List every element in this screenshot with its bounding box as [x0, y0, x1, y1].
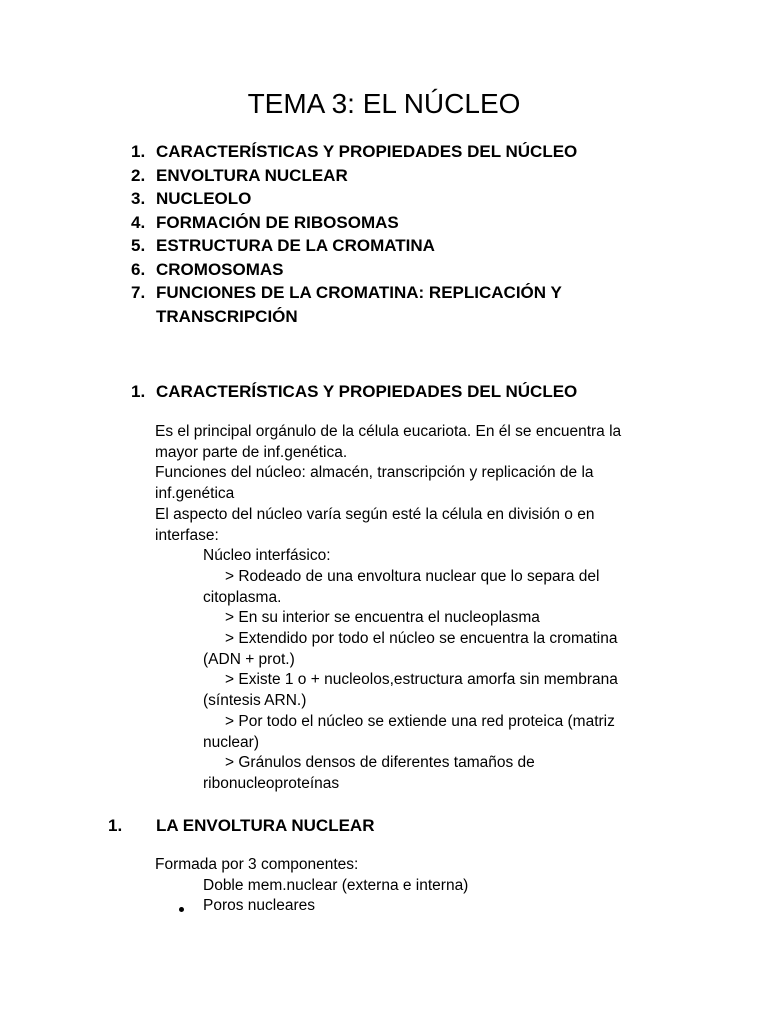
- toc-item-number: 2.: [131, 165, 146, 185]
- toc-item-text: ESTRUCTURA DE LA CROMATINA: [156, 236, 435, 255]
- paragraph-line: Formada por 3 componentes:: [155, 856, 359, 873]
- paragraph-line: El aspecto del núcleo varía según esté la célula en división o en: [155, 505, 595, 523]
- list-item-continuation: (síntesis ARN.): [203, 692, 307, 710]
- list-item-continuation: citoplasma.: [203, 588, 282, 606]
- toc-item-text: TRANSCRIPCIÓN: [156, 306, 298, 326]
- toc-item: [131, 281, 577, 305]
- paragraph-line: Funciones del núcleo: almacén, transcripción y replicación de la: [155, 464, 594, 482]
- toc-item-number: 3.: [131, 189, 146, 208]
- toc-item-text: ENVOLTURA NUCLEAR: [156, 165, 348, 185]
- toc-item-number: 4.: [131, 212, 146, 232]
- section-body: [155, 422, 621, 795]
- list-item: > Gránulos densos de diferentes tamaños de: [225, 754, 535, 772]
- list-item-continuation: (ADN + prot.): [203, 650, 295, 668]
- page-title: TEMA 3: EL NÚCLEO: [247, 88, 521, 119]
- section-number: 1.: [108, 816, 123, 835]
- list-item-continuation: nuclear): [203, 733, 259, 751]
- toc-item: [131, 211, 577, 235]
- section-heading-text: CARACTERÍSTICAS Y PROPIEDADES DEL NÚCLEO: [156, 382, 578, 401]
- toc-item: [131, 234, 577, 258]
- section-number: 1.: [131, 382, 146, 401]
- toc-item-number: 5.: [131, 236, 146, 255]
- toc-item-text: NUCLEOLO: [156, 189, 252, 208]
- section-heading: [108, 814, 374, 838]
- paragraph-line: inf.genética: [155, 485, 235, 503]
- toc-item-continuation: [131, 305, 577, 329]
- list-item: > Rodeado de una envoltura nuclear que lo separa del: [225, 567, 600, 585]
- paragraph-line: mayor parte de inf.genética.: [155, 443, 348, 461]
- toc-item-text: FORMACIÓN DE RIBOSOMAS: [156, 212, 399, 232]
- list-item: > En su interior se encuentra el nucleoplasma: [225, 609, 540, 627]
- toc-item-text: FUNCIONES DE LA CROMATINA: REPLICACIÓN Y: [156, 283, 562, 302]
- paragraph-line: interfase:: [155, 526, 219, 544]
- toc-item: [131, 187, 577, 211]
- section-heading: [131, 380, 577, 404]
- toc-item-text: CARACTERÍSTICAS Y PROPIEDADES DEL NÚCLEO: [156, 142, 578, 161]
- section-heading-text: LA ENVOLTURA NUCLEAR: [156, 816, 375, 835]
- toc-item: [131, 164, 577, 188]
- section-body: [155, 855, 468, 917]
- bullet-item-text: Poros nucleares: [203, 897, 316, 915]
- toc-item-number: 6.: [131, 259, 146, 279]
- toc-item-number: 7.: [131, 283, 146, 302]
- toc-item: [131, 140, 577, 164]
- list-item: > Extendido por todo el núcleo se encuentra la cromatina: [225, 630, 618, 648]
- list-item: > Existe 1 o + nucleolos,estructura amorfa sin membrana: [225, 671, 618, 689]
- toc-item-number: 1.: [131, 142, 146, 161]
- toc-item: [131, 258, 577, 282]
- bullet-icon: [179, 907, 184, 912]
- list-item: Doble mem.nuclear (externa e interna): [203, 876, 469, 894]
- subheading: Núcleo interfásico:: [203, 547, 331, 565]
- paragraph-line: Es el principal orgánulo de la célula eucariota. En él se encuentra la: [155, 423, 622, 440]
- list-item: > Por todo el núcleo se extiende una red proteica (matriz: [225, 712, 615, 730]
- list-item-continuation: ribonucleoproteínas: [203, 774, 340, 792]
- toc-item-text: CROMOSOMAS: [156, 259, 284, 279]
- table-of-contents: [131, 140, 577, 328]
